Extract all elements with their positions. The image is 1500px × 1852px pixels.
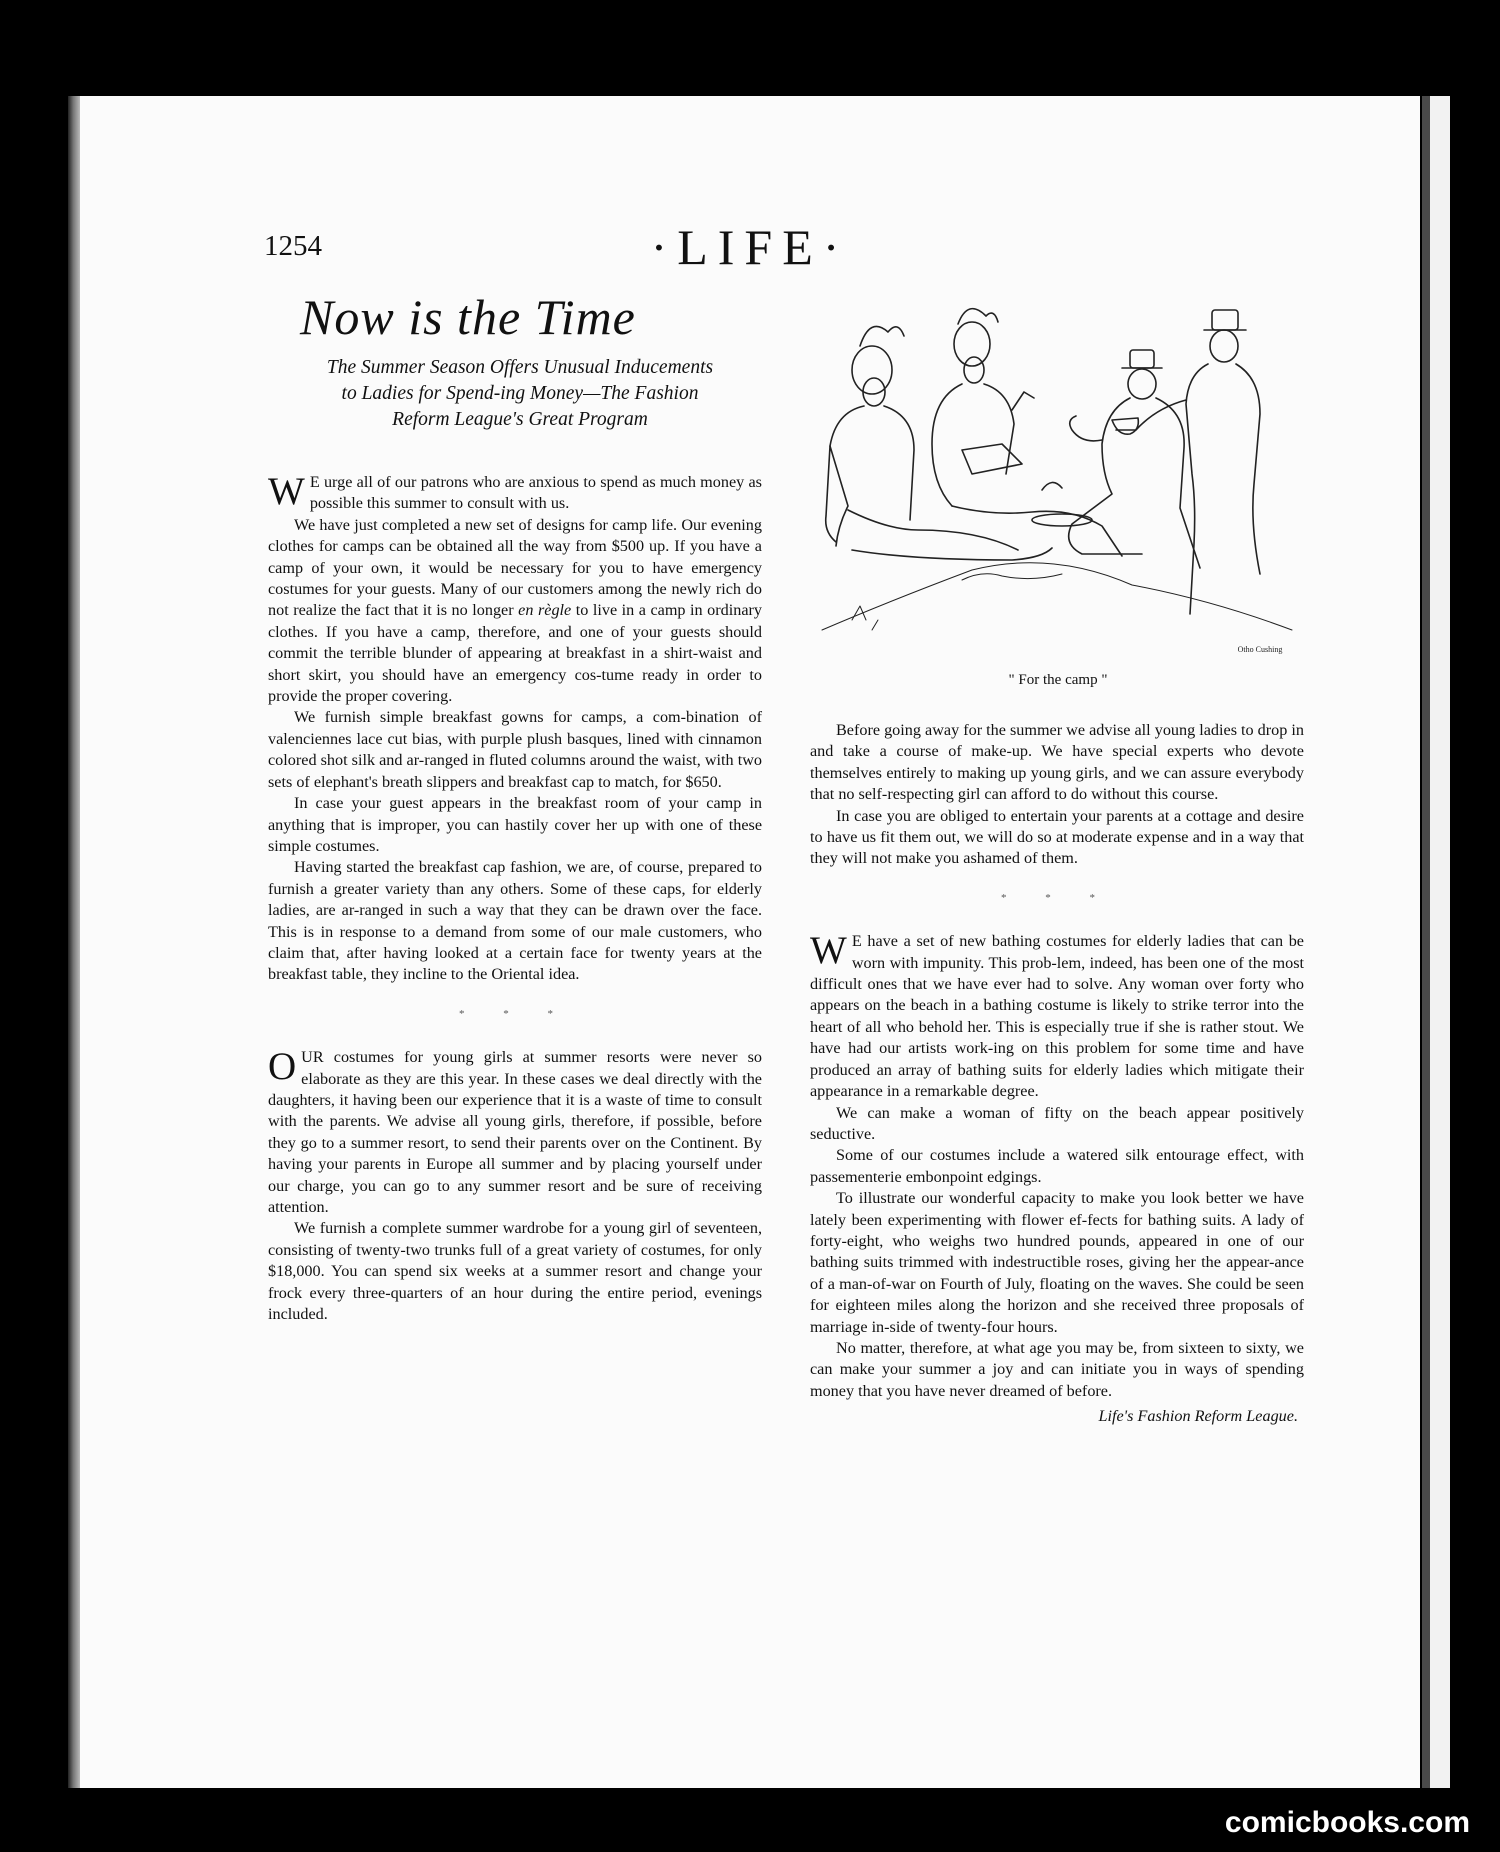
paragraph: We have just completed a new set of designs for camp life. Our evening clothes for camps can be obtained all the way from $500 up. If you have a camp of your own, it would be necessary for you to have emergency costumes for your guests. Many of our customers among the newly rich do not realize the fact that it is no longer en règle to live in a camp in ordinary clothes. If you have a camp, therefore, and one of your guests should commit the terrible blunder of appearing at breakfast in a shirt-waist and short skirt, you should have an emergency cos-tume ready in order to provide the proper covering. <box>268 515 762 706</box>
paragraph: We can make a woman of fifty on the beach appear positively seductive. <box>810 1103 1304 1143</box>
article-title: Now is the Time <box>300 289 636 345</box>
paragraph: To illustrate our wonderful capacity to make you look better we have lately been experimenting with flower ef-fects for bathing suits. A lady of forty-eight, who weighs two hundred pounds, appeared in one of our bathing suits trimmed with indestructible roses, giving her the appear-ance of a man-of-war on Fourth of July, floating on the waves. She could be seen for eighteen miles along the horizon and she received three proposals of marriage in-side of twenty-four hours. <box>810 1189 1304 1336</box>
paragraph: W E urge all of our patrons who are anxious to spend as much money as possible this summer to consult with us. <box>268 470 762 513</box>
site-watermark: comicbooks.com <box>1224 1806 1470 1839</box>
paragraph: No matter, therefore, at what age you may be, from sixteen to sixty, we can make your summer a joy and can initiate you in ways of spending money that you have never dreamed of before. <box>810 1338 1304 1400</box>
section-divider: * * * <box>1001 891 1113 904</box>
paragraph: We furnish a complete summer wardrobe for a young girl of seventeen, consisting of twenty-two trunks full of a great variety of costumes, for only $18,000. You can spend six weeks at a summer resort and change your frock every three-quarters of an hour during the entire period, evenings included. <box>268 1219 762 1324</box>
camp-illustration <box>812 300 1304 660</box>
masthead: ·LIFE· <box>650 219 850 275</box>
page-number: 1254 <box>264 230 322 262</box>
drop-cap: W <box>268 470 305 513</box>
right-column <box>810 720 1304 1428</box>
left-column <box>268 472 762 1325</box>
article-signature: Life's Fashion Reform League. <box>1098 1407 1298 1426</box>
paragraph: In case you are obliged to entertain your parents at a cottage and desire to have us fit them out, we will do so at moderate expense and in a way that they will not make you ashamed of them. <box>810 806 1304 868</box>
paragraph: We furnish simple breakfast gowns for camps, a com-bination of valenciennes lace cut bias, with purple plush basques, lined with cinnamon colored shot silk and ar-ranged in fluted columns around the waist, with two sets of elephant's breath slippers and breakfast cap to match, for $650. <box>268 708 762 791</box>
paragraph: Having started the breakfast cap fashion, we are, of course, prepared to furnish a greater variety than any others. Some of these caps, for elderly ladies, are ar-ranged in such a way that they can be drawn over the face. This is in response to a demand from some of our male customers, who claim that, after having looked at a certain face for twenty years at the breakfast table, they incline to the Oriental idea. <box>268 858 762 984</box>
section-divider: * * * <box>459 1007 571 1020</box>
illustration-caption: " For the camp " <box>1008 672 1108 688</box>
paragraph: Some of our costumes include a watered silk entourage effect, with passementerie embonpoint edgings. <box>810 1146 1304 1186</box>
paragraph: In case your guest appears in the breakfast room of your camp in anything that is improper, you can hastily cover her up with one of these simple costumes. <box>268 794 762 855</box>
book-spine <box>1422 96 1430 1788</box>
next-page-edge <box>1430 96 1500 1788</box>
page-edge <box>68 96 80 1788</box>
paragraph: OUR costumes for young girls at summer resorts were never so elaborate as they are this year. In these cases we deal directly with the daughters, it having been our experience that it is a waste of time to consult with the parents. We advise all young girls, therefore, if possible, before they go to a summer resort, to send their parents over on the Continent. By having your parents in Europe all summer and by placing yourself under our charge, you can go to any summer resort and be sure of receiving attention. <box>268 1045 762 1216</box>
artist-signature: Otho Cushing <box>1237 645 1283 654</box>
drop-cap: W <box>810 929 847 973</box>
article-subtitle: The Summer Season Offers Unusual Inducements to Ladies for Spend-ing Money—The Fashion Reform League's Great Program <box>326 357 714 430</box>
paragraph: Before going away for the summer we advise all young ladies to drop in and take a course of make-up. We have special experts who devote themselves entirely to making up young girls, and we can assure everybody that no self-respecting girl can afford to do without this course. <box>810 721 1304 804</box>
paragraph: W E have a set of new bathing costumes for elderly ladies that can be worn with impunity. This prob-lem, indeed, has been one of the most difficult ones that we have ever had to solve. Any woman over forty who appears on the beach in a bathing costume is likely to strike terror into the heart of all who behold her. This is especially true if she is rather stout. We have had our artists work-ing on this problem for some time and have produced an array of bathing suits for elderly ladies which mitigate their appearance in a remarkable degree. <box>810 929 1304 1101</box>
drop-cap: O <box>268 1045 297 1089</box>
